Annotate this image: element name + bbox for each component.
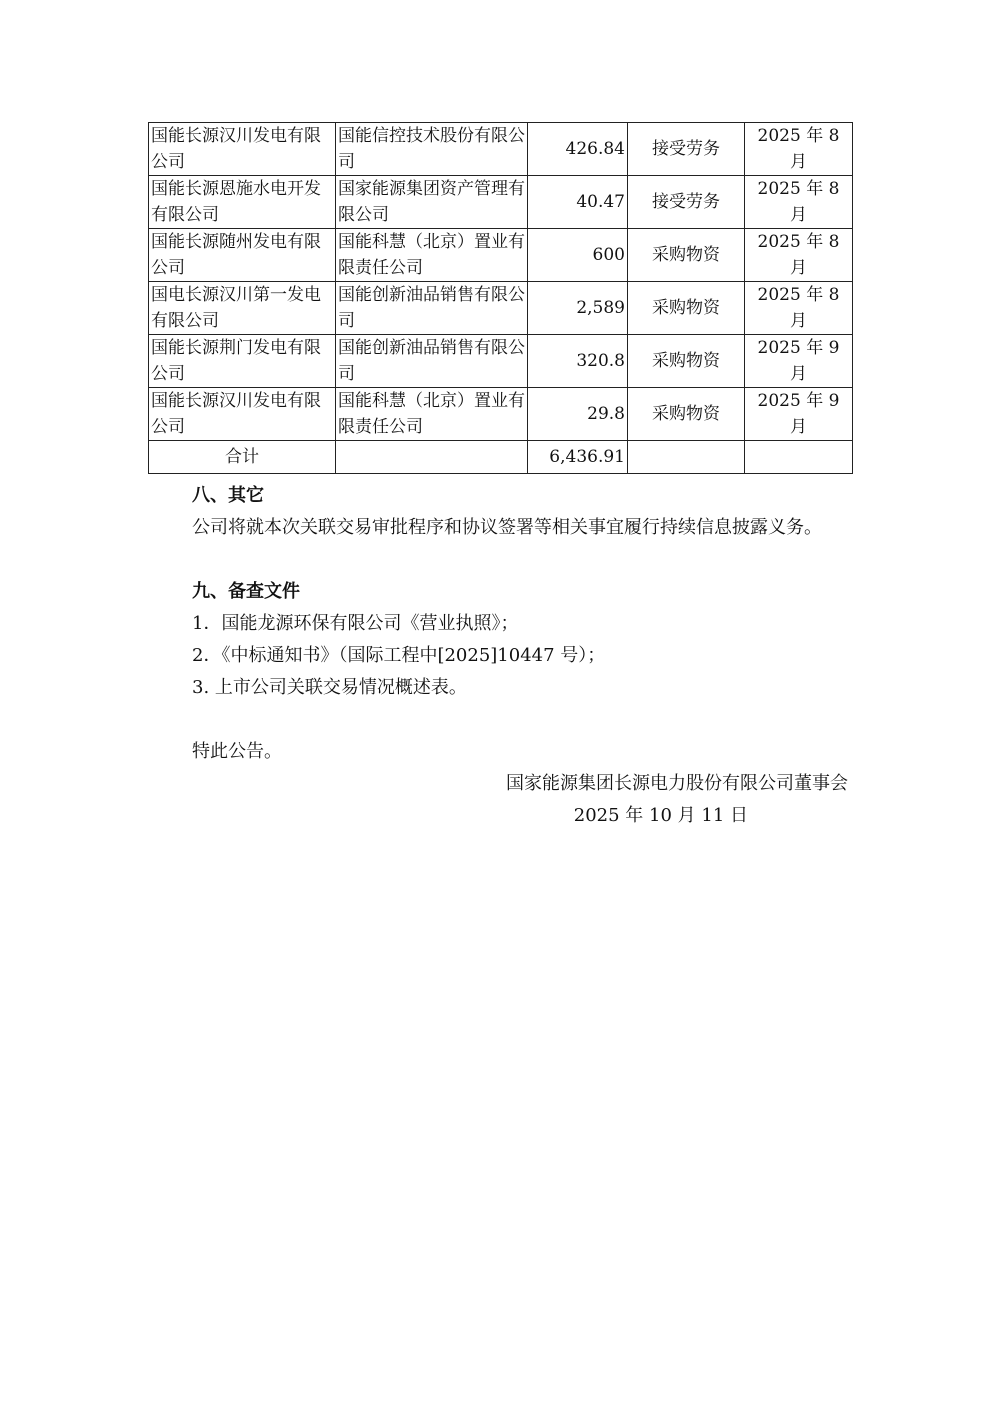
total-label: 合计 bbox=[149, 441, 336, 474]
amount-cell: 40.47 bbox=[528, 176, 628, 229]
seller-cell: 国能信控技术股份有限公司 bbox=[336, 123, 528, 176]
type-cell: 接受劳务 bbox=[628, 123, 745, 176]
amount-cell: 29.8 bbox=[528, 388, 628, 441]
type-cell: 采购物资 bbox=[628, 335, 745, 388]
table-row bbox=[149, 176, 853, 229]
signature-org: 国家能源集团长源电力股份有限公司董事会 bbox=[506, 773, 848, 794]
buyer-cell: 国电长源汉川第一发电有限公司 bbox=[149, 282, 336, 335]
type-cell: 接受劳务 bbox=[628, 176, 745, 229]
seller-cell: 国能创新油品销售有限公司 bbox=[336, 282, 528, 335]
seller-cell: 国能科慧（北京）置业有限责任公司 bbox=[336, 388, 528, 441]
amount-cell: 2,589 bbox=[528, 282, 628, 335]
section-8-heading: 八、其它 bbox=[192, 485, 264, 506]
seller-cell: 国能创新油品销售有限公司 bbox=[336, 335, 528, 388]
table-row bbox=[149, 123, 853, 176]
amount-cell: 320.8 bbox=[528, 335, 628, 388]
empty-cell bbox=[745, 441, 853, 474]
buyer-cell: 国能长源汉川发电有限公司 bbox=[149, 123, 336, 176]
buyer-cell: 国能长源恩施水电开发有限公司 bbox=[149, 176, 336, 229]
table-total-row bbox=[149, 441, 853, 474]
date-cell: 2025 年 8 月 bbox=[745, 282, 853, 335]
amount-cell: 426.84 bbox=[528, 123, 628, 176]
type-cell: 采购物资 bbox=[628, 282, 745, 335]
date-cell: 2025 年 9 月 bbox=[745, 388, 853, 441]
table-row bbox=[149, 282, 853, 335]
table-row bbox=[149, 388, 853, 441]
empty-cell bbox=[628, 441, 745, 474]
buyer-cell: 国能长源荆门发电有限公司 bbox=[149, 335, 336, 388]
related-transactions-table bbox=[148, 122, 853, 474]
seller-cell: 国能科慧（北京）置业有限责任公司 bbox=[336, 229, 528, 282]
type-cell: 采购物资 bbox=[628, 229, 745, 282]
section-8-body: 公司将就本次关联交易审批程序和协议签署等相关事宜履行持续信息披露义务。 bbox=[192, 517, 822, 538]
type-cell: 采购物资 bbox=[628, 388, 745, 441]
reference-file-item: 1．国能龙源环保有限公司《营业执照》； bbox=[192, 613, 519, 634]
reference-file-item: 2．《中标通知书》（国际工程中[2025]10447 号）； bbox=[192, 645, 606, 666]
table-row bbox=[149, 229, 853, 282]
signature-date: 2025 年 10 月 11 日 bbox=[573, 805, 748, 826]
date-cell: 2025 年 8 月 bbox=[745, 229, 853, 282]
table-row bbox=[149, 335, 853, 388]
date-cell: 2025 年 8 月 bbox=[745, 123, 853, 176]
reference-file-item: 3. 上市公司关联交易情况概述表。 bbox=[192, 677, 467, 698]
seller-cell: 国家能源集团资产管理有限公司 bbox=[336, 176, 528, 229]
total-amount: 6,436.91 bbox=[528, 441, 628, 474]
empty-cell bbox=[336, 441, 528, 474]
buyer-cell: 国能长源随州发电有限公司 bbox=[149, 229, 336, 282]
amount-cell: 600 bbox=[528, 229, 628, 282]
section-9-heading: 九、备查文件 bbox=[192, 581, 300, 602]
buyer-cell: 国能长源汉川发电有限公司 bbox=[149, 388, 336, 441]
date-cell: 2025 年 8 月 bbox=[745, 176, 853, 229]
date-cell: 2025 年 9 月 bbox=[745, 335, 853, 388]
closing-statement: 特此公告。 bbox=[192, 741, 282, 762]
